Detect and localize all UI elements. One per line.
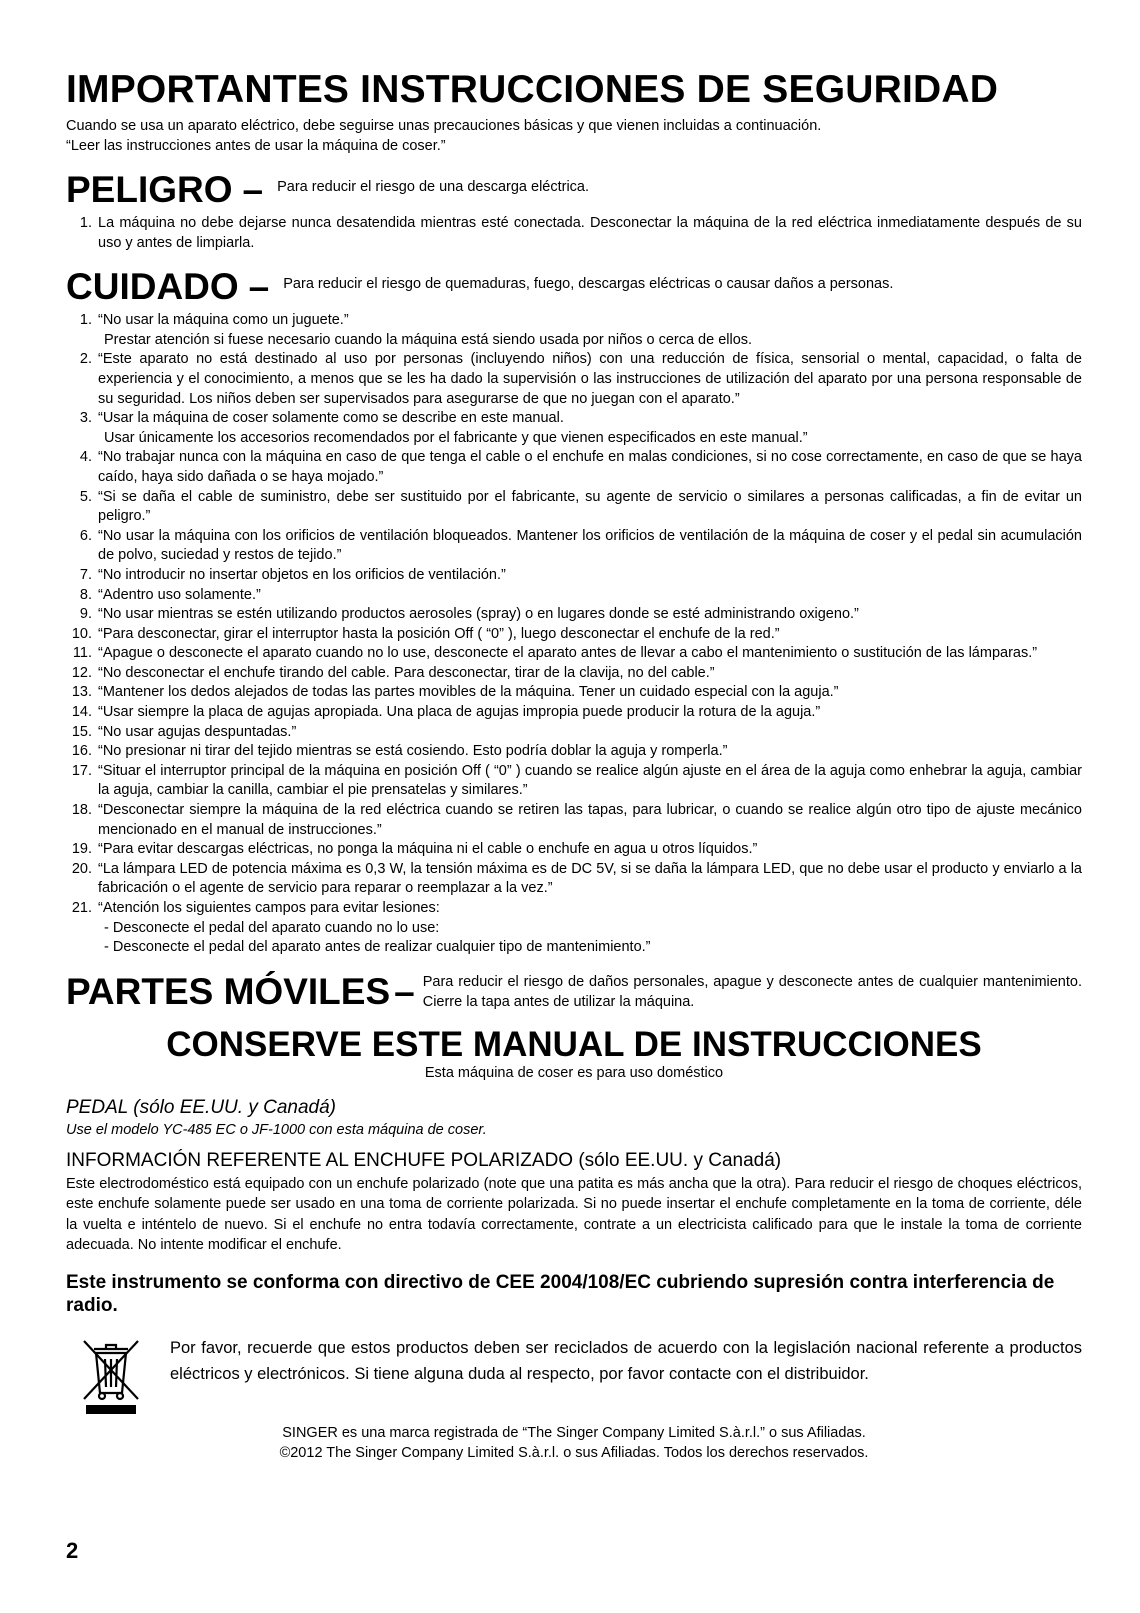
- item-number: 2.: [79, 351, 92, 368]
- item-number: 15.: [71, 723, 92, 740]
- item-number: 21.: [71, 900, 92, 916]
- cuidado-dash: –: [248, 266, 270, 308]
- peligro-dash: –: [242, 169, 264, 210]
- item-line: “No introducir no insertar objetos en los orificios de ventilación.”: [98, 566, 506, 583]
- item-number: 3.: [79, 410, 92, 427]
- item-text: [98, 625, 1082, 645]
- footer-trademark: SINGER es una marca registrada de “The Singer Company Limited S.à.r.l.” o sus Afiliadas.: [282, 1425, 866, 1442]
- partes-moviles-header: [66, 972, 1082, 1012]
- item-text: [98, 664, 1082, 684]
- item-line: “Para evitar descargas eléctricas, no ponga la máquina ni el cable o enchufe en agua u otros líquidos.”: [98, 841, 758, 858]
- item-line: “La lámpara LED de potencia máxima es 0,3 W, la tensión máxima es de DC 5V, si se daña la lámpara LED, que no debe usar el producto y enviarlo a la fabricación o el agente de servicio para reparar o reemplazar a la vez.”: [98, 860, 1082, 897]
- item-number: 7.: [79, 566, 92, 583]
- peligro-description: Para reducir el riesgo de una descarga eléctrica.: [277, 179, 590, 195]
- item-number: 12.: [71, 664, 92, 681]
- item-text: [98, 644, 1082, 664]
- cuidado-header: [66, 267, 1082, 307]
- item-text: [98, 448, 1082, 487]
- conserve-title: CONSERVE ESTE MANUAL DE INSTRUCCIONES: [166, 1024, 982, 1064]
- item-line: “Mantener los dedos alejados de todas las partes movibles de la máquina. Tener un cuidado especial con la aguja.”: [98, 684, 839, 701]
- cuidado-list: [66, 311, 1082, 958]
- cee-compliance-text: Este instrumento se conforma con directivo de CEE 2004/108/EC cubriendo supresión contra interferencia de radio.: [66, 1272, 1055, 1317]
- list-item: [66, 488, 1082, 527]
- partes-moviles-title: PARTES MÓVILES: [66, 970, 391, 1012]
- list-item: [66, 703, 1082, 723]
- list-item: [66, 448, 1082, 487]
- partes-moviles-description: Para reducir el riesgo de daños personales, apague y desconecte antes de cualquier mantenimiento. Cierre la tapa antes de utilizar la máquina.: [422, 973, 1082, 1010]
- peligro-title: PELIGRO: [66, 169, 233, 210]
- item-line: “Usar la máquina de coser solamente como se describe en este manual.: [98, 410, 564, 427]
- item-line: “No usar agujas despuntadas.”: [98, 723, 297, 740]
- item-text: [98, 683, 1082, 703]
- item-number: 5.: [79, 488, 92, 505]
- list-item: [66, 644, 1082, 664]
- item-text: [98, 801, 1082, 840]
- item-text: [98, 350, 1082, 409]
- item-line: “Para desconectar, girar el interruptor hasta la posición Off ( “0” ), luego desconectar el enchufe de la red.”: [98, 625, 780, 642]
- item-line: “No usar la máquina como un juguete.”: [98, 312, 349, 329]
- pedal-text: Use el modelo YC-485 EC o JF-1000 con esta máquina de coser.: [66, 1121, 487, 1138]
- item-number: 18.: [71, 802, 92, 819]
- cuidado-description: Para reducir el riesgo de quemaduras, fuego, descargas eléctricas o causar daños a personas.: [283, 276, 894, 293]
- recycling-text: Por favor, recuerde que estos productos deben ser reciclados de acuerdo con la legislación nacional referente a productos eléctricos y electrónicos. Si tiene alguna duda al respecto, por favor contacte con el distribuidor.: [170, 1339, 1082, 1384]
- manual-page: [66, 66, 1082, 1463]
- item-line: “Situar el interruptor principal de la máquina en posición Off ( “0” ) cuando se realice algún ajuste en el área de la aguja como enhebrar la aguja, cambiar la aguja, cambiar la canilla, cambiar el pie prensatelas y similares.”: [98, 762, 1082, 799]
- item-number: 1.: [79, 215, 92, 231]
- cuidado-title: CUIDADO: [66, 266, 239, 308]
- list-item: [66, 605, 1082, 625]
- footer: [66, 1423, 1082, 1463]
- list-item: [66, 683, 1082, 703]
- item-number: 20.: [71, 860, 92, 877]
- item-line: Prestar atención si fuese necesario cuando la máquina está siendo usada por niños o cerca de ellos.: [104, 331, 753, 348]
- item-line: “Apague o desconecte el aparato cuando no lo use, desconecte el aparato antes de llevar a cabo el mantenimiento o sustitución de las lámparas.”: [98, 645, 1038, 662]
- item-text: [98, 409, 1082, 448]
- item-line: “No trabajar nunca con la máquina en caso de que tenga el cable o el enchufe en malas condiciones, si no cose correctamente, en caso de que se haya caído, haya sido dañada o se haya mojado.”: [98, 449, 1082, 485]
- peligro-header: [66, 170, 1082, 210]
- item-text: [98, 566, 1082, 586]
- item-line: “Desconectar siempre la máquina de la red eléctrica cuando se retiren las tapas, para lubricar, o cuando se realice algún otro tipo de ajuste mecánico mencionado en el manual de instrucciones.”: [98, 802, 1082, 838]
- item-line: - Desconecte el pedal del aparato cuando no lo use:: [104, 919, 440, 936]
- item-number: 1.: [79, 312, 92, 329]
- polarized-plug-text: Este electrodoméstico está equipado con un enchufe polarizado (note que una patita es más ancha que la otra). Para reducir el riesgo de choques eléctricos, este enchufe solamente puede ser usado en una toma de corriente polarizada. Si no puede insertar el enchufe completamente en la toma de corriente, déle la vuelta e inténtelo de nuevo. Si el enchufe no entra todavía correctamente, contrate a un electricista calificado para que le instale la toma de corriente adecuada. No intente modificar el enchufe.: [66, 1175, 1082, 1253]
- item-text: [98, 703, 1082, 723]
- list-item: [66, 527, 1082, 566]
- item-line: - Desconecte el pedal del aparato antes de realizar cualquier tipo de mantenimiento.”: [104, 939, 651, 956]
- item-number: 13.: [71, 684, 92, 701]
- item-text: [98, 840, 1082, 860]
- item-line: “Adentro uso solamente.”: [98, 586, 261, 603]
- item-line: “No usar mientras se estén utilizando productos aerosoles (spray) o en lugares donde se esté administrando oxigeno.”: [98, 606, 859, 623]
- list-item: [66, 899, 1082, 958]
- list-item: [66, 566, 1082, 586]
- item-number: 8.: [79, 586, 92, 603]
- item-line: Usar únicamente los accesorios recomendados por el fabricante y que vienen especificados en este manual.”: [104, 429, 808, 446]
- partes-moviles-dash: –: [394, 970, 415, 1012]
- item-line: “No usar la máquina con los orificios de ventilación bloqueados. Mantener los orificios de ventilación de la máquina de coser y el pedal sin acumulación de polvo, suciedad y restos de tejido.”: [98, 527, 1082, 564]
- list-item: [66, 350, 1082, 409]
- intro-line: “Leer las instrucciones antes de usar la máquina de coser.”: [66, 138, 446, 154]
- list-item: [66, 723, 1082, 743]
- list-item: [66, 586, 1082, 606]
- item-line: “Usar siempre la placa de agujas apropiada. Una placa de agujas impropia puede producir la rotura de la aguja.”: [98, 704, 821, 721]
- page-number: 2: [66, 1538, 79, 1563]
- intro-line: Cuando se usa un aparato eléctrico, debe seguirse unas precauciones básicas y que vienen incluidas a continuación.: [66, 118, 822, 134]
- item-text: [98, 723, 1082, 743]
- item-text: [98, 605, 1082, 625]
- item-number: 16.: [71, 743, 92, 760]
- crossed-out-wheelie-bin-icon: [76, 1335, 146, 1417]
- list-item: [66, 801, 1082, 840]
- item-number: 6.: [79, 527, 92, 544]
- item-text: La máquina no debe dejarse nunca desatendida mientras esté conectada. Desconectar la máquina de la red eléctrica inmediatamente después de su uso y antes de limpiarla.: [98, 215, 1082, 251]
- item-text: [98, 311, 1082, 350]
- item-line: “Este aparato no está destinado al uso por personas (incluyendo niños) con una reducción de física, sensorial o mental, capacidad, o falta de experiencia y el conocimiento, a menos que se les ha dado la supervisión o las instrucciones de utilización del aparato por una persona responsable de su seguridad. Los niños deben ser supervisados para asegurarse de que no juegan con el aparato.”: [98, 351, 1082, 407]
- list-item: [66, 664, 1082, 684]
- item-number: 10.: [71, 625, 92, 642]
- page-title: IMPORTANTES INSTRUCCIONES DE SEGURIDAD: [66, 68, 999, 111]
- item-text: [98, 586, 1082, 606]
- item-text: [98, 762, 1082, 801]
- item-line: “Atención los siguientes campos para evitar lesiones:: [98, 900, 440, 916]
- footer-copyright: ©2012 The Singer Company Limited S.à.r.l. o sus Afiliadas. Todos los derechos reservados.: [279, 1445, 869, 1462]
- pedal-title: PEDAL (sólo EE.UU. y Canadá): [66, 1096, 336, 1118]
- item-number: 14.: [71, 704, 92, 721]
- list-item: [66, 840, 1082, 860]
- recycling-notice: [66, 1335, 1082, 1417]
- item-number: 4.: [79, 449, 92, 466]
- conserve-subtitle: Esta máquina de coser es para uso doméstico: [424, 1064, 724, 1081]
- list-item: [66, 311, 1082, 350]
- item-number: 11.: [72, 645, 92, 662]
- list-item: [66, 860, 1082, 899]
- item-text: [98, 899, 1082, 958]
- item-text: [98, 488, 1082, 527]
- item-text: [98, 742, 1082, 762]
- item-line: “No desconectar el enchufe tirando del cable. Para desconectar, tirar de la clavija, no del cable.”: [98, 664, 715, 681]
- polarized-plug-title: INFORMACIÓN REFERENTE AL ENCHUFE POLARIZADO (sólo EE.UU. y Canadá): [66, 1149, 782, 1171]
- list-item: [66, 762, 1082, 801]
- item-number: 17.: [71, 762, 92, 779]
- list-item: [66, 214, 1082, 253]
- intro-text: [66, 116, 1082, 156]
- item-line: “Si se daña el cable de suministro, debe ser sustituido por el fabricante, su agente de servicio o similares a personas calificadas, a fin de evitar un peligro.”: [98, 488, 1082, 525]
- item-number: 19.: [71, 841, 92, 858]
- list-item: [66, 625, 1082, 645]
- list-item: [66, 742, 1082, 762]
- peligro-list: [66, 214, 1082, 253]
- item-text: [98, 860, 1082, 899]
- list-item: [66, 409, 1082, 448]
- item-number: 9.: [79, 606, 92, 623]
- item-text: [98, 527, 1082, 566]
- item-line: “No presionar ni tirar del tejido mientras se está cosiendo. Esto podría doblar la aguja y romperla.”: [98, 743, 728, 760]
